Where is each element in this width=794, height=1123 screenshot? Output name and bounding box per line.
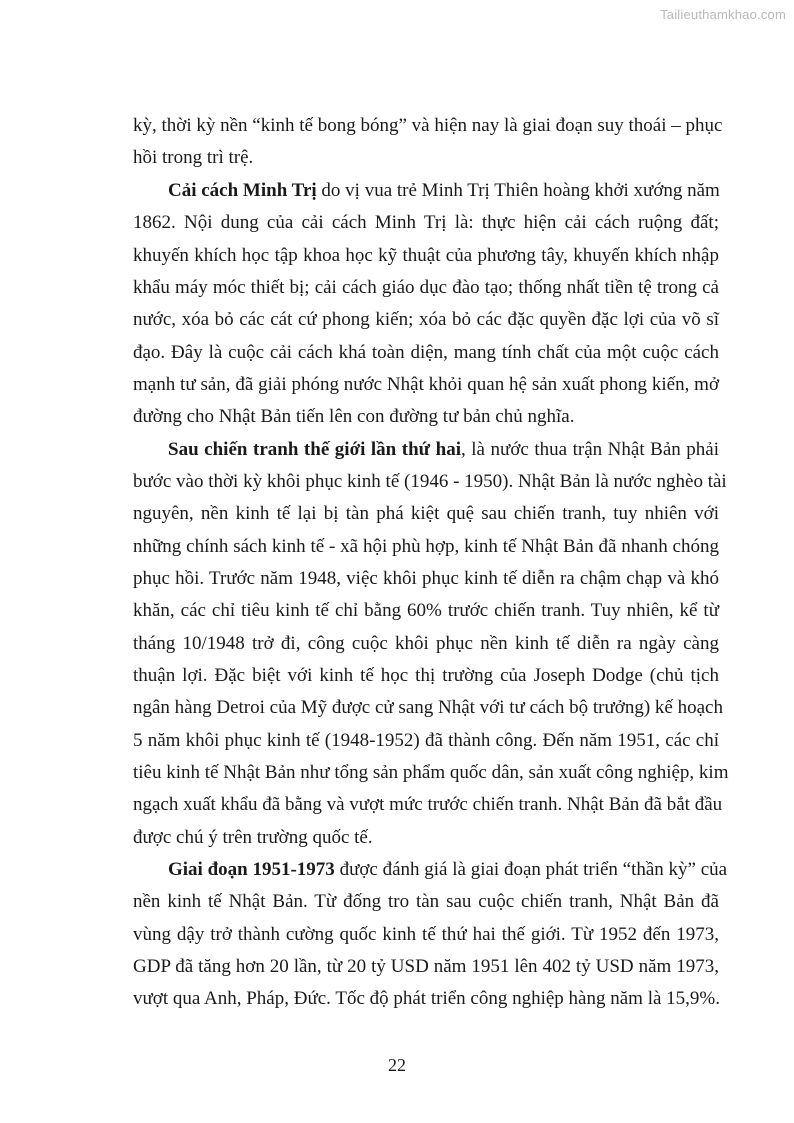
text-line: ngân hàng Detroi của Mỹ được cử sang Nhật với tư cách bộ trưởng) kế hoạch	[133, 697, 723, 718]
text-line: tháng 10/1948 trở đi, công cuộc khôi phục nền kinh tế diễn ra ngày càng	[133, 633, 719, 654]
heading-minh-tri: Cải cách Minh Trị	[168, 180, 317, 201]
text-line: vùng dậy trở thành cường quốc kinh tế thứ hai thế giới. Từ 1952 đến 1973,	[133, 924, 719, 945]
text-line: những chính sách kinh tế - xã hội phù hợp, kinh tế Nhật Bản đã nhanh chóng	[133, 536, 719, 557]
text-line: nước, xóa bỏ các cát cứ phong kiến; xóa bỏ các đặc quyền đặc lợi của võ sĩ	[133, 309, 719, 330]
text-line: nền kinh tế Nhật Bản. Từ đống tro tàn sau cuộc chiến tranh, Nhật Bản đã	[133, 891, 719, 912]
text-line: tiêu kinh tế Nhật Bản như tổng sản phẩm quốc dân, sản xuất công nghiệp, kim	[133, 762, 729, 783]
heading-post-war: Sau chiến tranh thế giới lần thứ hai	[168, 439, 461, 460]
text-line: hồi trong trì trệ.	[133, 147, 254, 168]
text-span: do vị vua trẻ Minh Trị Thiên hoàng khởi xướng năm	[316, 180, 720, 201]
text-line: 1862. Nội dung của cải cách Minh Trị là: thực hiện cải cách ruộng đất;	[133, 212, 719, 233]
text-line: vượt qua Anh, Pháp, Đức. Tốc độ phát triển công nghiệp hàng năm là 15,9%.	[133, 988, 720, 1009]
text-line: phục hồi. Trước năm 1948, việc khôi phục kinh tế diễn ra chậm chạp và khó	[133, 568, 719, 589]
text-line: khẩu máy móc thiết bị; cải cách giáo dục đào tạo; thống nhất tiền tệ trong cả	[133, 277, 719, 298]
text-line: được chú ý trên trường quốc tế.	[133, 827, 373, 848]
text-line: khuyến khích học tập khoa học kỹ thuật của phương tây, khuyến khích nhập	[133, 245, 719, 266]
text-line: mạnh tư sản, đã giải phóng nước Nhật khỏi quan hệ sản xuất phong kiến, mở	[133, 374, 719, 395]
text-line	[168, 179, 719, 203]
page-number: 22	[388, 1055, 406, 1075]
heading-1951-1973: Giai đoạn 1951-1973	[168, 859, 335, 880]
text-line: ngạch xuất khẩu đã bằng và vượt mức trước chiến tranh. Nhật Bản đã bắt đầu	[133, 794, 723, 815]
watermark-text: Tailieuthamkhao.com	[660, 7, 786, 22]
text-line: bước vào thời kỳ khôi phục kinh tế (1946 - 1950). Nhật Bản là nước nghèo tài	[133, 471, 727, 492]
text-line: thuận lợi. Đặc biệt với kinh tế học thị trường của Joseph Dodge (chủ tịch	[133, 665, 719, 686]
text-line	[168, 438, 719, 462]
text-line: GDP đã tăng hơn 20 lần, từ 20 tỷ USD năm 1951 lên 402 tỷ USD năm 1973,	[133, 956, 719, 977]
text-line: đạo. Đây là cuộc cải cách khá toàn diện, mang tính chất của một cuộc cách	[133, 342, 719, 363]
text-line: nguyên, nền kinh tế lại bị tàn phá kiệt quệ sau chiến tranh, tuy nhiên với	[133, 503, 719, 524]
text-line: khăn, các chỉ tiêu kinh tế chỉ bằng 60% trước chiến tranh. Tuy nhiên, kể từ	[133, 600, 719, 621]
text-line: 5 năm khôi phục kinh tế (1948-1952) đã thành công. Đến năm 1951, các chỉ	[133, 730, 719, 751]
text-span: , là nước thua trận Nhật Bản phải	[460, 439, 719, 460]
text-line: đường cho Nhật Bản tiến lên con đường tư bản chủ nghĩa.	[133, 406, 575, 427]
text-line: kỳ, thời kỳ nền “kinh tế bong bóng” và hiện nay là giai đoạn suy thoái – phục	[133, 115, 723, 136]
text-line	[168, 858, 728, 882]
text-span: được đánh giá là giai đoạn phát triển “thần kỳ” của	[334, 859, 728, 880]
